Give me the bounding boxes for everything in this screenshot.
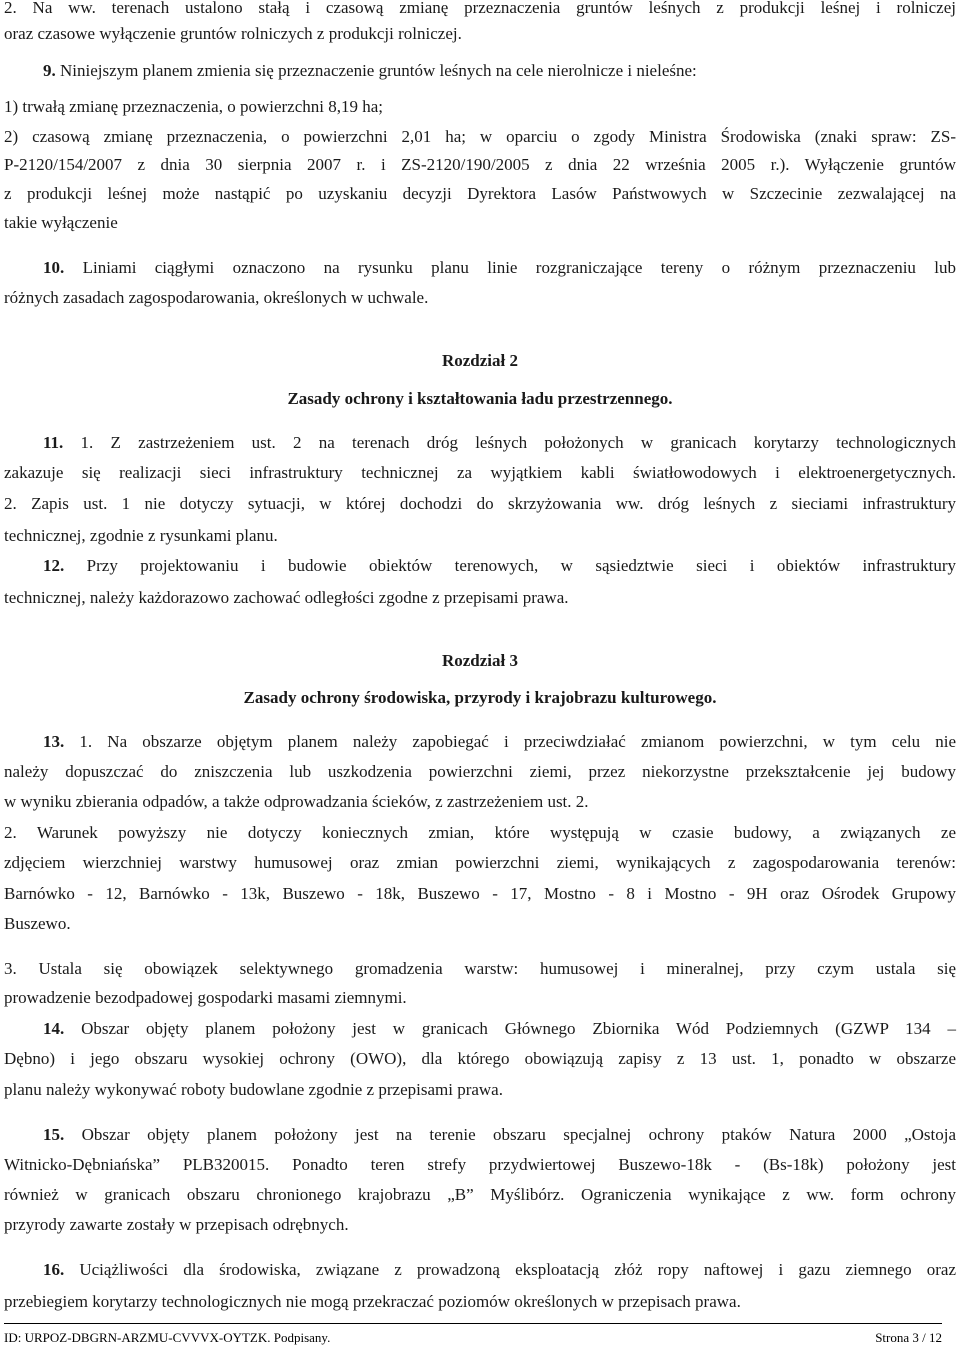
paragraph-line: prowadzenie bezodpadowej gospodarki masami ziemnymi.: [4, 988, 407, 1007]
paragraph-14-line: 14. Obszar objęty planem położony jest w granicach Głównego Zbiornika Wód Podziemnych (GZWP 134 –: [43, 1019, 956, 1038]
paragraph-12-line: 12. Przy projektowaniu i budowie obiektów terenowych, w sąsiedztwie sieci i obiektów infrastruktury: [43, 556, 956, 575]
paragraph-line: 2. Na ww. terenach ustalono stałą i czasową zmianę przeznaczenia gruntów leśnych z produkcji leśnej i rolniczej: [4, 0, 956, 17]
paragraph-line: Witnicko-Dębniańska” PLB320015. Ponadto teren strefy przydwiertowej Buszewo-18k - (Bs-18k) położony jest: [4, 1155, 956, 1174]
paragraph-number: 12.: [43, 556, 65, 575]
paragraph-line: technicznej, zgodnie z rysunkami planu.: [4, 526, 278, 545]
paragraph-line: planu należy wykonywać roboty budowlane zgodnie z przepisami prawa.: [4, 1080, 503, 1099]
paragraph-line: technicznej, należy każdorazowo zachować odległości zgodne z przepisami prawa.: [4, 588, 569, 607]
paragraph-line: również w granicach obszaru chronionego krajobrazu „B” Myślibórz. Ograniczenia wynikające z ww. form ochrony: [4, 1185, 956, 1204]
paragraph-line: zakazuje się realizacji sieci infrastruktury technicznej za wyjątkiem kabli światłowodowych i elektroenergetycznych.: [4, 463, 956, 482]
paragraph-line: 1) trwałą zmianę przeznaczenia, o powierzchni 8,19 ha;: [4, 97, 384, 116]
paragraph-number: 11.: [43, 433, 64, 452]
chapter-heading: Rozdział 3: [441, 651, 519, 670]
page-footer: [4, 1323, 942, 1345]
paragraph-line: P-2120/154/2007 z dnia 30 sierpnia 2007 r. i ZS-2120/190/2005 z dnia 22 września 2005 r.). Wyłączenie gruntów: [4, 155, 956, 174]
paragraph-15-line: 15. Obszar objęty planem położony jest na terenie obszaru specjalnej ochrony ptaków Natura 2000 „Ostoja: [43, 1125, 956, 1144]
paragraph-line: z produkcji leśnej może nastąpić po uzyskaniu decyzji Dyrektora Lasów Państwowych w Szczecinie zezwalającej na: [4, 184, 956, 203]
paragraph-line: Barnówko - 12, Barnówko - 13k, Buszewo - 18k, Buszewo - 17, Mostno - 8 i Mostno - 9H oraz Ośrodek Grupowy: [4, 884, 956, 903]
paragraph-number: 16.: [43, 1260, 65, 1279]
page-number: Strona 3 / 12: [875, 1330, 942, 1345]
paragraph-number: 14.: [43, 1019, 65, 1038]
paragraph-16-line: 16. Uciążliwości dla środowiska, związane z prowadzoną eksploatacją złóż ropy naftowej i gazu ziemnego oraz: [43, 1260, 956, 1279]
paragraph-line: takie wyłączenie: [4, 213, 118, 232]
paragraph-line: 2. Zapis ust. 1 nie dotyczy sytuacji, w której dochodzi do skrzyżowania ww. dróg leśnych z sieciami infrastruktury: [4, 494, 956, 513]
paragraph-line: 2) czasową zmianę przeznaczenia, o powierzchni 2,01 ha; w oparciu o zgody Ministra Środowiska (znaki spraw: ZS-: [4, 127, 956, 146]
paragraph-13-line: 13. 1. Na obszarze objętym planem należy zapobiegać i przeciwdziałać zmianom powierzchni, w tym celu nie: [43, 732, 956, 751]
paragraph-10-line: 10. Liniami ciągłymi oznaczono na rysunku planu linie rozgraniczające tereny o różnym przeznaczeniu lub: [43, 258, 956, 277]
paragraph-number: 13.: [43, 732, 65, 751]
chapter-heading: Rozdział 2: [441, 351, 519, 370]
paragraph-line: zdjęciem wierzchniej warstwy humusowej oraz zmian powierzchni ziemi, wynikających z zagospodarowania terenów:: [4, 853, 956, 872]
paragraph-9-line: 9. Niniejszym planem zmienia się przeznaczenie gruntów leśnych na cele nierolnicze i nieleśne:: [43, 61, 697, 80]
paragraph-line: różnych zasadach zagospodarowania, określonych w uchwale.: [4, 288, 429, 307]
chapter-title: Zasady ochrony środowiska, przyrody i krajobrazu kulturowego.: [243, 688, 717, 707]
paragraph-line: przebiegiem korytarzy technologicznych nie mogą przekraczać poziomów określonych w przepisach prawa.: [4, 1292, 741, 1311]
paragraph-number: 9.: [43, 61, 56, 80]
paragraph-number: 15.: [43, 1125, 65, 1144]
paragraph-line: przyrody zawarte zostały w przepisach odrębnych.: [4, 1215, 349, 1234]
chapter-title: Zasady ochrony i kształtowania ładu przestrzennego.: [287, 389, 673, 408]
document-id: ID: URPOZ-DBGRN-ARZMU-CVVVX-OYTZK. Podpisany.: [4, 1330, 331, 1345]
paragraph-line: oraz czasowe wyłączenie gruntów rolniczych z produkcji rolniczej.: [4, 24, 462, 43]
paragraph-line: w wyniku zbierania odpadów, a także odprowadzania ścieków, z zastrzeżeniem ust. 2.: [4, 792, 589, 811]
paragraph-line: 2. Warunek powyższy nie dotyczy koniecznych zmian, które występują w czasie budowy, a związanych ze: [4, 823, 956, 842]
paragraph-11-line: 11. 1. Z zastrzeżeniem ust. 2 na terenach dróg leśnych położonych w granicach korytarzy technologicznych: [43, 433, 956, 452]
paragraph-line: Buszewo.: [4, 914, 71, 933]
paragraph-number: 10.: [43, 258, 65, 277]
paragraph-line: należy dopuszczać do zniszczenia lub uszkodzenia powierzchni ziemi, przez niekorzystne przekształcenie jej budowy: [4, 762, 956, 781]
paragraph-line: 3. Ustala się obowiązek selektywnego gromadzenia warstw: humusowej i mineralnej, przy czym ustala się: [4, 959, 956, 978]
paragraph-line: Dębno) i jego obszaru wysokiej ochrony (OWO), dla którego obowiązują zapisy z 13 ust. 1, ponadto w obszarze: [4, 1049, 956, 1068]
